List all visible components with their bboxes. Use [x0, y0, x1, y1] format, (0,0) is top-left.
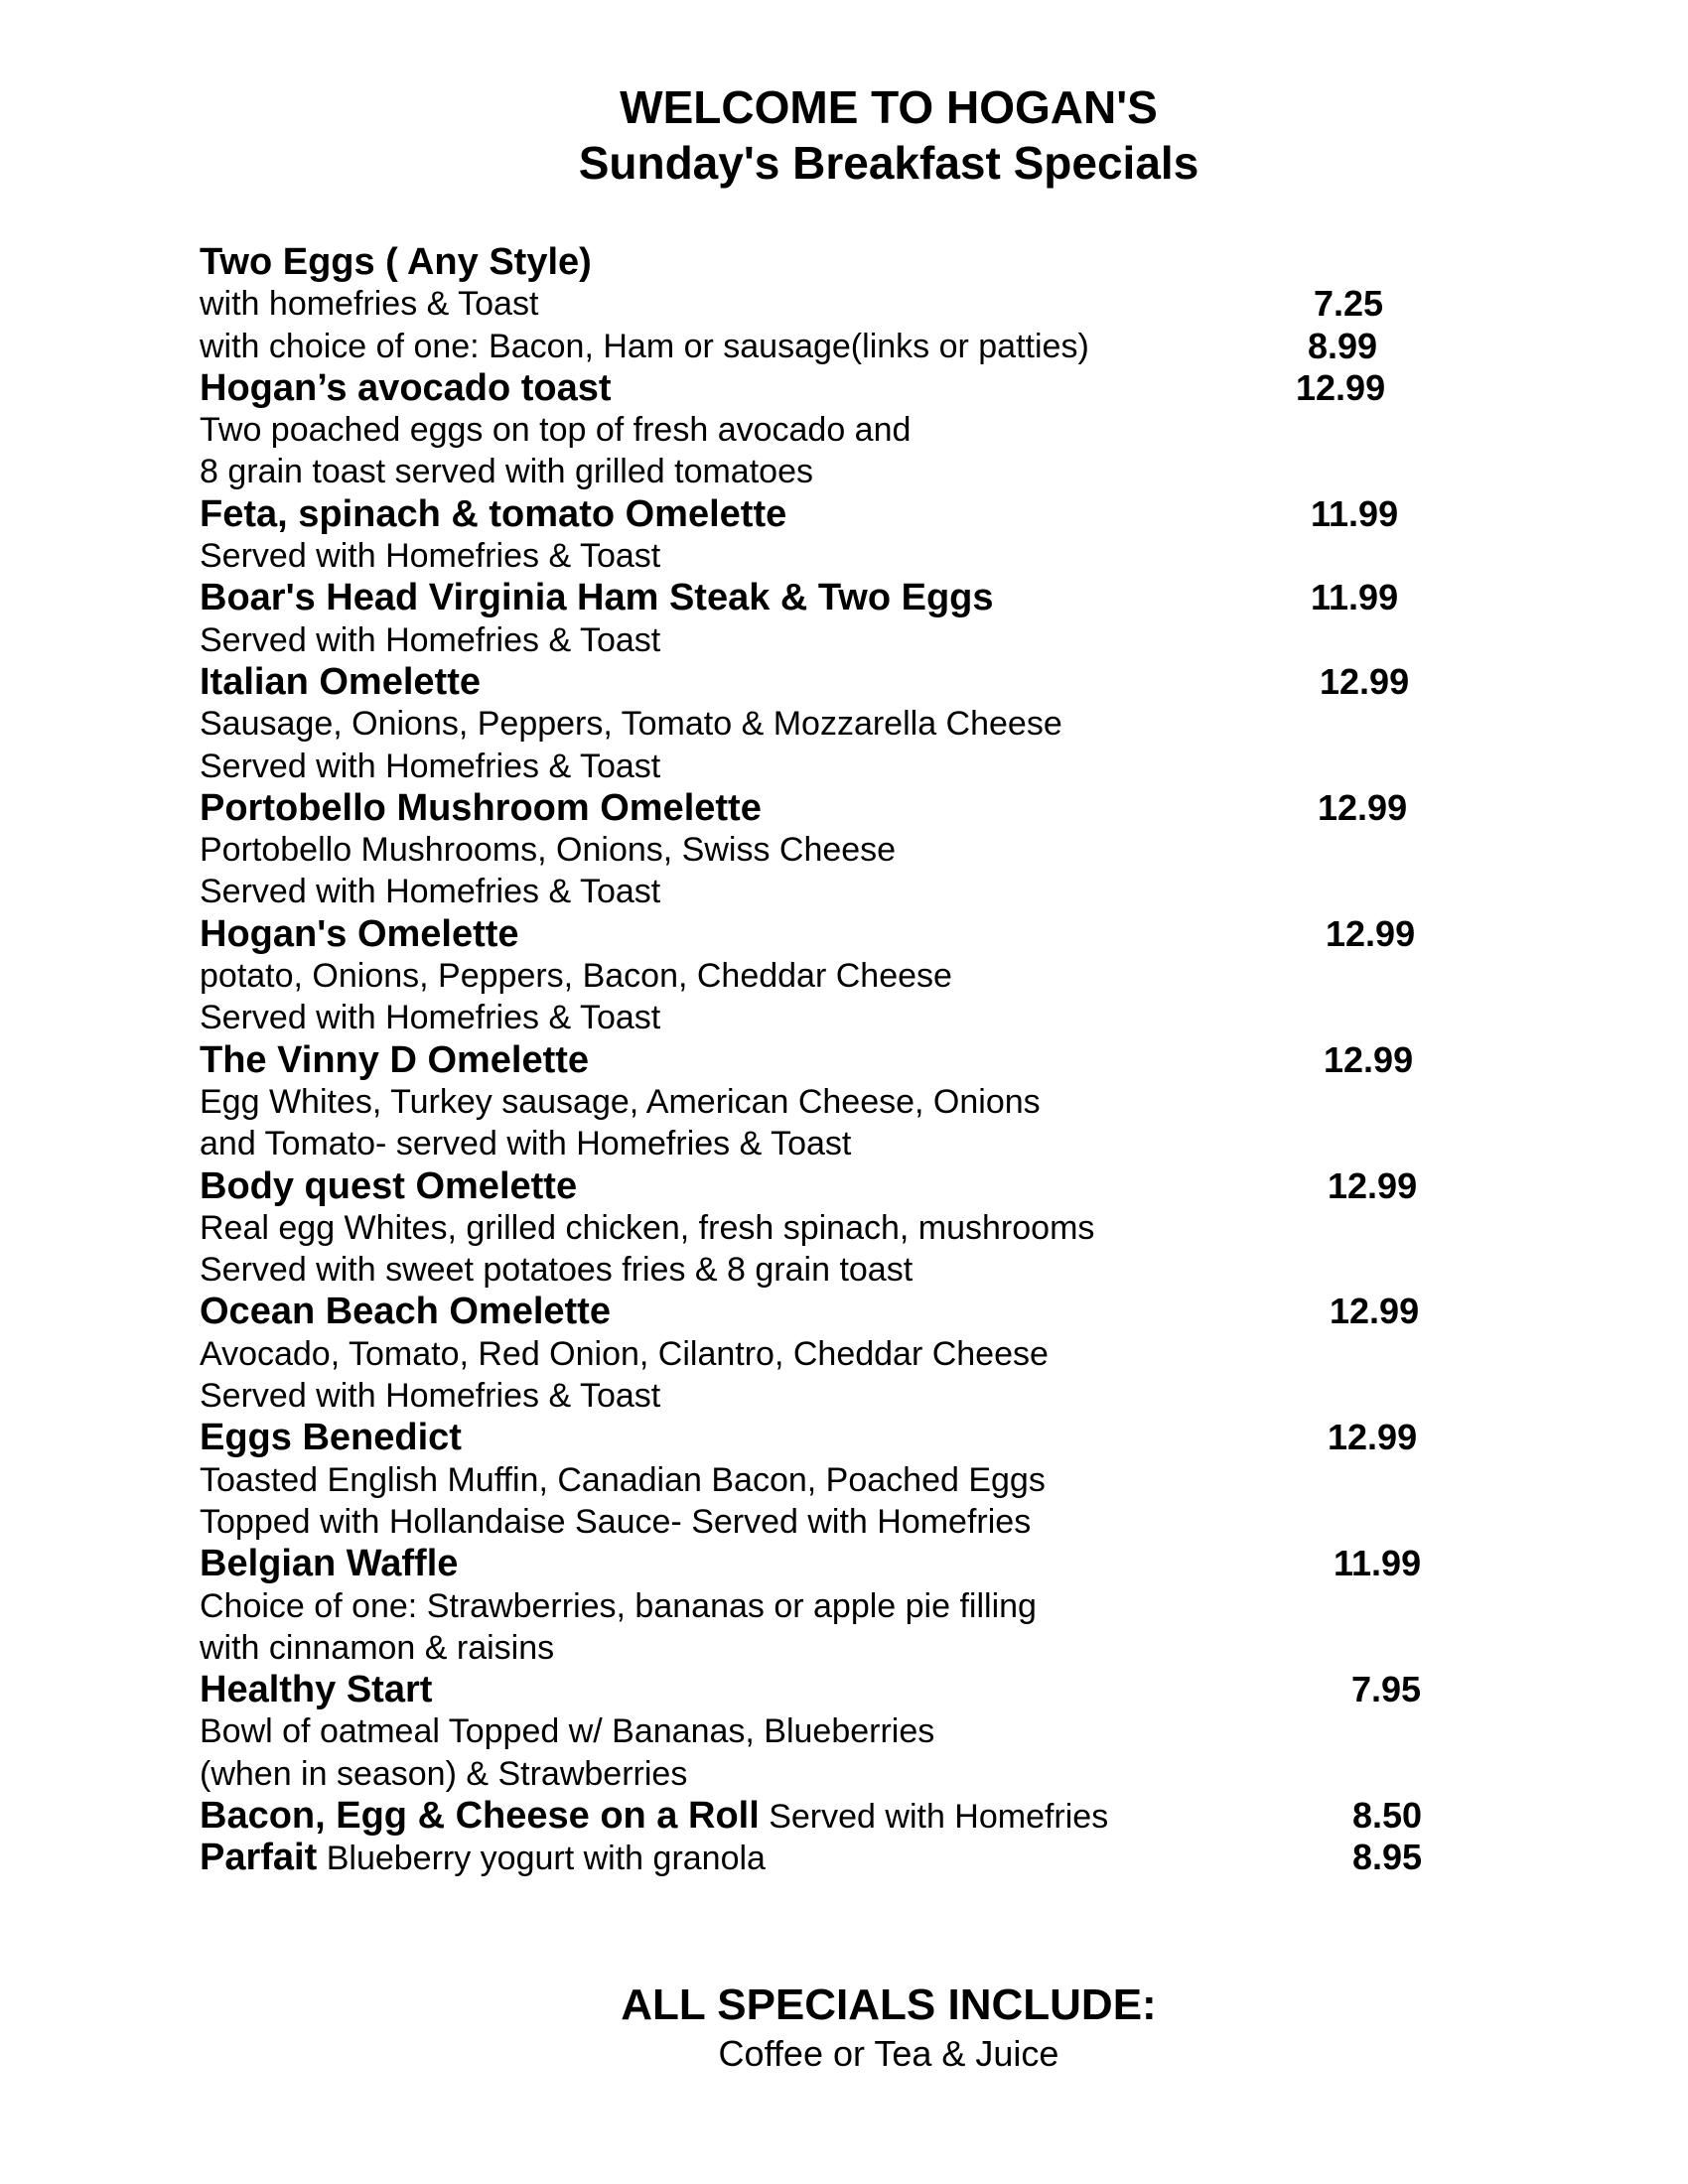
item-description: Blueberry yogurt with granola: [317, 1840, 766, 1878]
item-name: Two Eggs ( Any Style): [200, 241, 592, 283]
item-price: 11.99: [1334, 1543, 1422, 1584]
item-description: and Tomato- served with Homefries & Toast: [200, 1125, 852, 1163]
item-description: Egg Whites, Turkey sausage, American Cheese, Onions: [200, 1082, 1041, 1121]
item-price: 12.99: [1324, 1038, 1414, 1080]
item-description: with cinnamon & raisins: [200, 1628, 555, 1667]
menu-item-heading: [200, 913, 1441, 955]
item-name: Eggs Benedict: [200, 1417, 462, 1459]
menu-item-heading: [200, 1039, 1441, 1081]
item-name: Hogan's Omelette: [200, 912, 519, 955]
item-description: Served with sweet potatoes fries & 8 grain toast: [200, 1251, 914, 1290]
item-name: Boar's Head Virginia Ham Steak & Two Eggs: [200, 577, 994, 619]
item-option: [200, 283, 1441, 325]
item-description: Served with Homefries: [759, 1797, 1109, 1836]
menu-item-heading: [200, 1165, 1441, 1207]
item-description: Served with Homefries & Toast: [200, 620, 661, 659]
item-name: The Vinny D Omelette: [200, 1038, 590, 1081]
item-description: Served with Homefries & Toast: [200, 747, 661, 785]
menu-item-heading: [200, 1543, 1441, 1584]
item-price: 12.99: [1330, 1291, 1420, 1332]
item-description: Portobello Mushrooms, Onions, Swiss Cheese: [200, 831, 897, 870]
item-description: potato, Onions, Peppers, Bacon, Cheddar Cheese: [200, 957, 952, 996]
item-name: Hogan’s avocado toast: [200, 366, 612, 409]
item-description: Toasted English Muffin, Canadian Bacon, Poached Eggs: [200, 1460, 1046, 1499]
item-price: 12.99: [1328, 1417, 1418, 1458]
menu-item-heading: [200, 661, 1441, 703]
item-description: Choice of one: Strawberries, bananas or apple pie filling: [200, 1586, 1037, 1625]
item-description: Served with Homefries & Toast: [200, 1377, 661, 1416]
item-name: Feta, spinach & tomato Omelette: [200, 492, 787, 535]
item-price: 7.95: [1351, 1669, 1422, 1710]
item-name: Ocean Beach Omelette: [200, 1291, 611, 1333]
welcome-heading: WELCOME TO HOGAN'S: [620, 81, 1158, 133]
item-name: Bacon, Egg & Cheese on a Roll: [200, 1794, 760, 1837]
item-price: 12.99: [1320, 660, 1410, 702]
item-description: Served with Homefries & Toast: [200, 999, 661, 1037]
item-name: Healthy Start: [200, 1669, 433, 1711]
menu-list: [200, 241, 1441, 1879]
item-price: 12.99: [1318, 786, 1408, 828]
item-name: Italian Omelette: [200, 660, 481, 703]
item-description: Served with Homefries & Toast: [200, 537, 661, 576]
item-description: Bowl of oatmeal Topped w/ Bananas, Blueberries: [200, 1712, 935, 1751]
menu-item-heading: [200, 577, 1441, 618]
item-description: Two poached eggs on top of fresh avocado and: [200, 411, 912, 450]
item-price: 11.99: [1311, 492, 1399, 534]
item-description: Avocado, Tomato, Red Onion, Cilantro, Cheddar Cheese: [200, 1334, 1049, 1373]
item-name: Belgian Waffle: [200, 1543, 459, 1585]
specials-include-heading: ALL SPECIALS INCLUDE:: [621, 1980, 1157, 2029]
item-price: 12.99: [1296, 366, 1386, 408]
item-price: 8.50: [1352, 1794, 1423, 1836]
item-price: 8.99: [1308, 325, 1378, 366]
item-description: Topped with Hollandaise Sauce- Served with Homefries: [200, 1502, 1032, 1541]
menu-item-heading: [200, 787, 1441, 829]
menu-item-heading: [200, 1417, 1441, 1458]
item-price: 12.99: [1326, 912, 1416, 954]
menu-item-heading: [200, 1669, 1441, 1710]
option-text: with choice of one: Bacon, Ham or sausage(links or patties): [200, 327, 1089, 365]
item-price: 11.99: [1311, 577, 1399, 618]
menu-item-heading: [200, 493, 1441, 535]
item-name: Body quest Omelette: [200, 1164, 578, 1207]
option-text: with homefries & Toast: [200, 285, 539, 324]
menu-item-heading: [200, 367, 1441, 409]
item-description: Real egg Whites, grilled chicken, fresh spinach, mushrooms: [200, 1208, 1095, 1247]
item-description: (when in season) & Strawberries: [200, 1754, 688, 1793]
specials-heading: Sunday's Breakfast Specials: [578, 137, 1199, 189]
menu-item-heading: [200, 1795, 1441, 1837]
item-option: [200, 326, 1441, 367]
menu-item-heading: [200, 1291, 1441, 1332]
item-price: 12.99: [1328, 1164, 1418, 1206]
item-price: 8.95: [1352, 1837, 1423, 1878]
item-description: Served with Homefries & Toast: [200, 873, 661, 911]
item-name: Portobello Mushroom Omelette: [200, 786, 762, 829]
item-price: 7.25: [1314, 283, 1384, 325]
item-description: 8 grain toast served with grilled tomatoes: [200, 453, 813, 491]
item-description: Sausage, Onions, Peppers, Tomato & Mozzarella Cheese: [200, 705, 1062, 744]
menu-item-heading: [200, 1837, 1441, 1878]
item-name: Parfait: [200, 1837, 318, 1879]
specials-include-text: Coffee or Tea & Juice: [718, 2033, 1059, 2074]
